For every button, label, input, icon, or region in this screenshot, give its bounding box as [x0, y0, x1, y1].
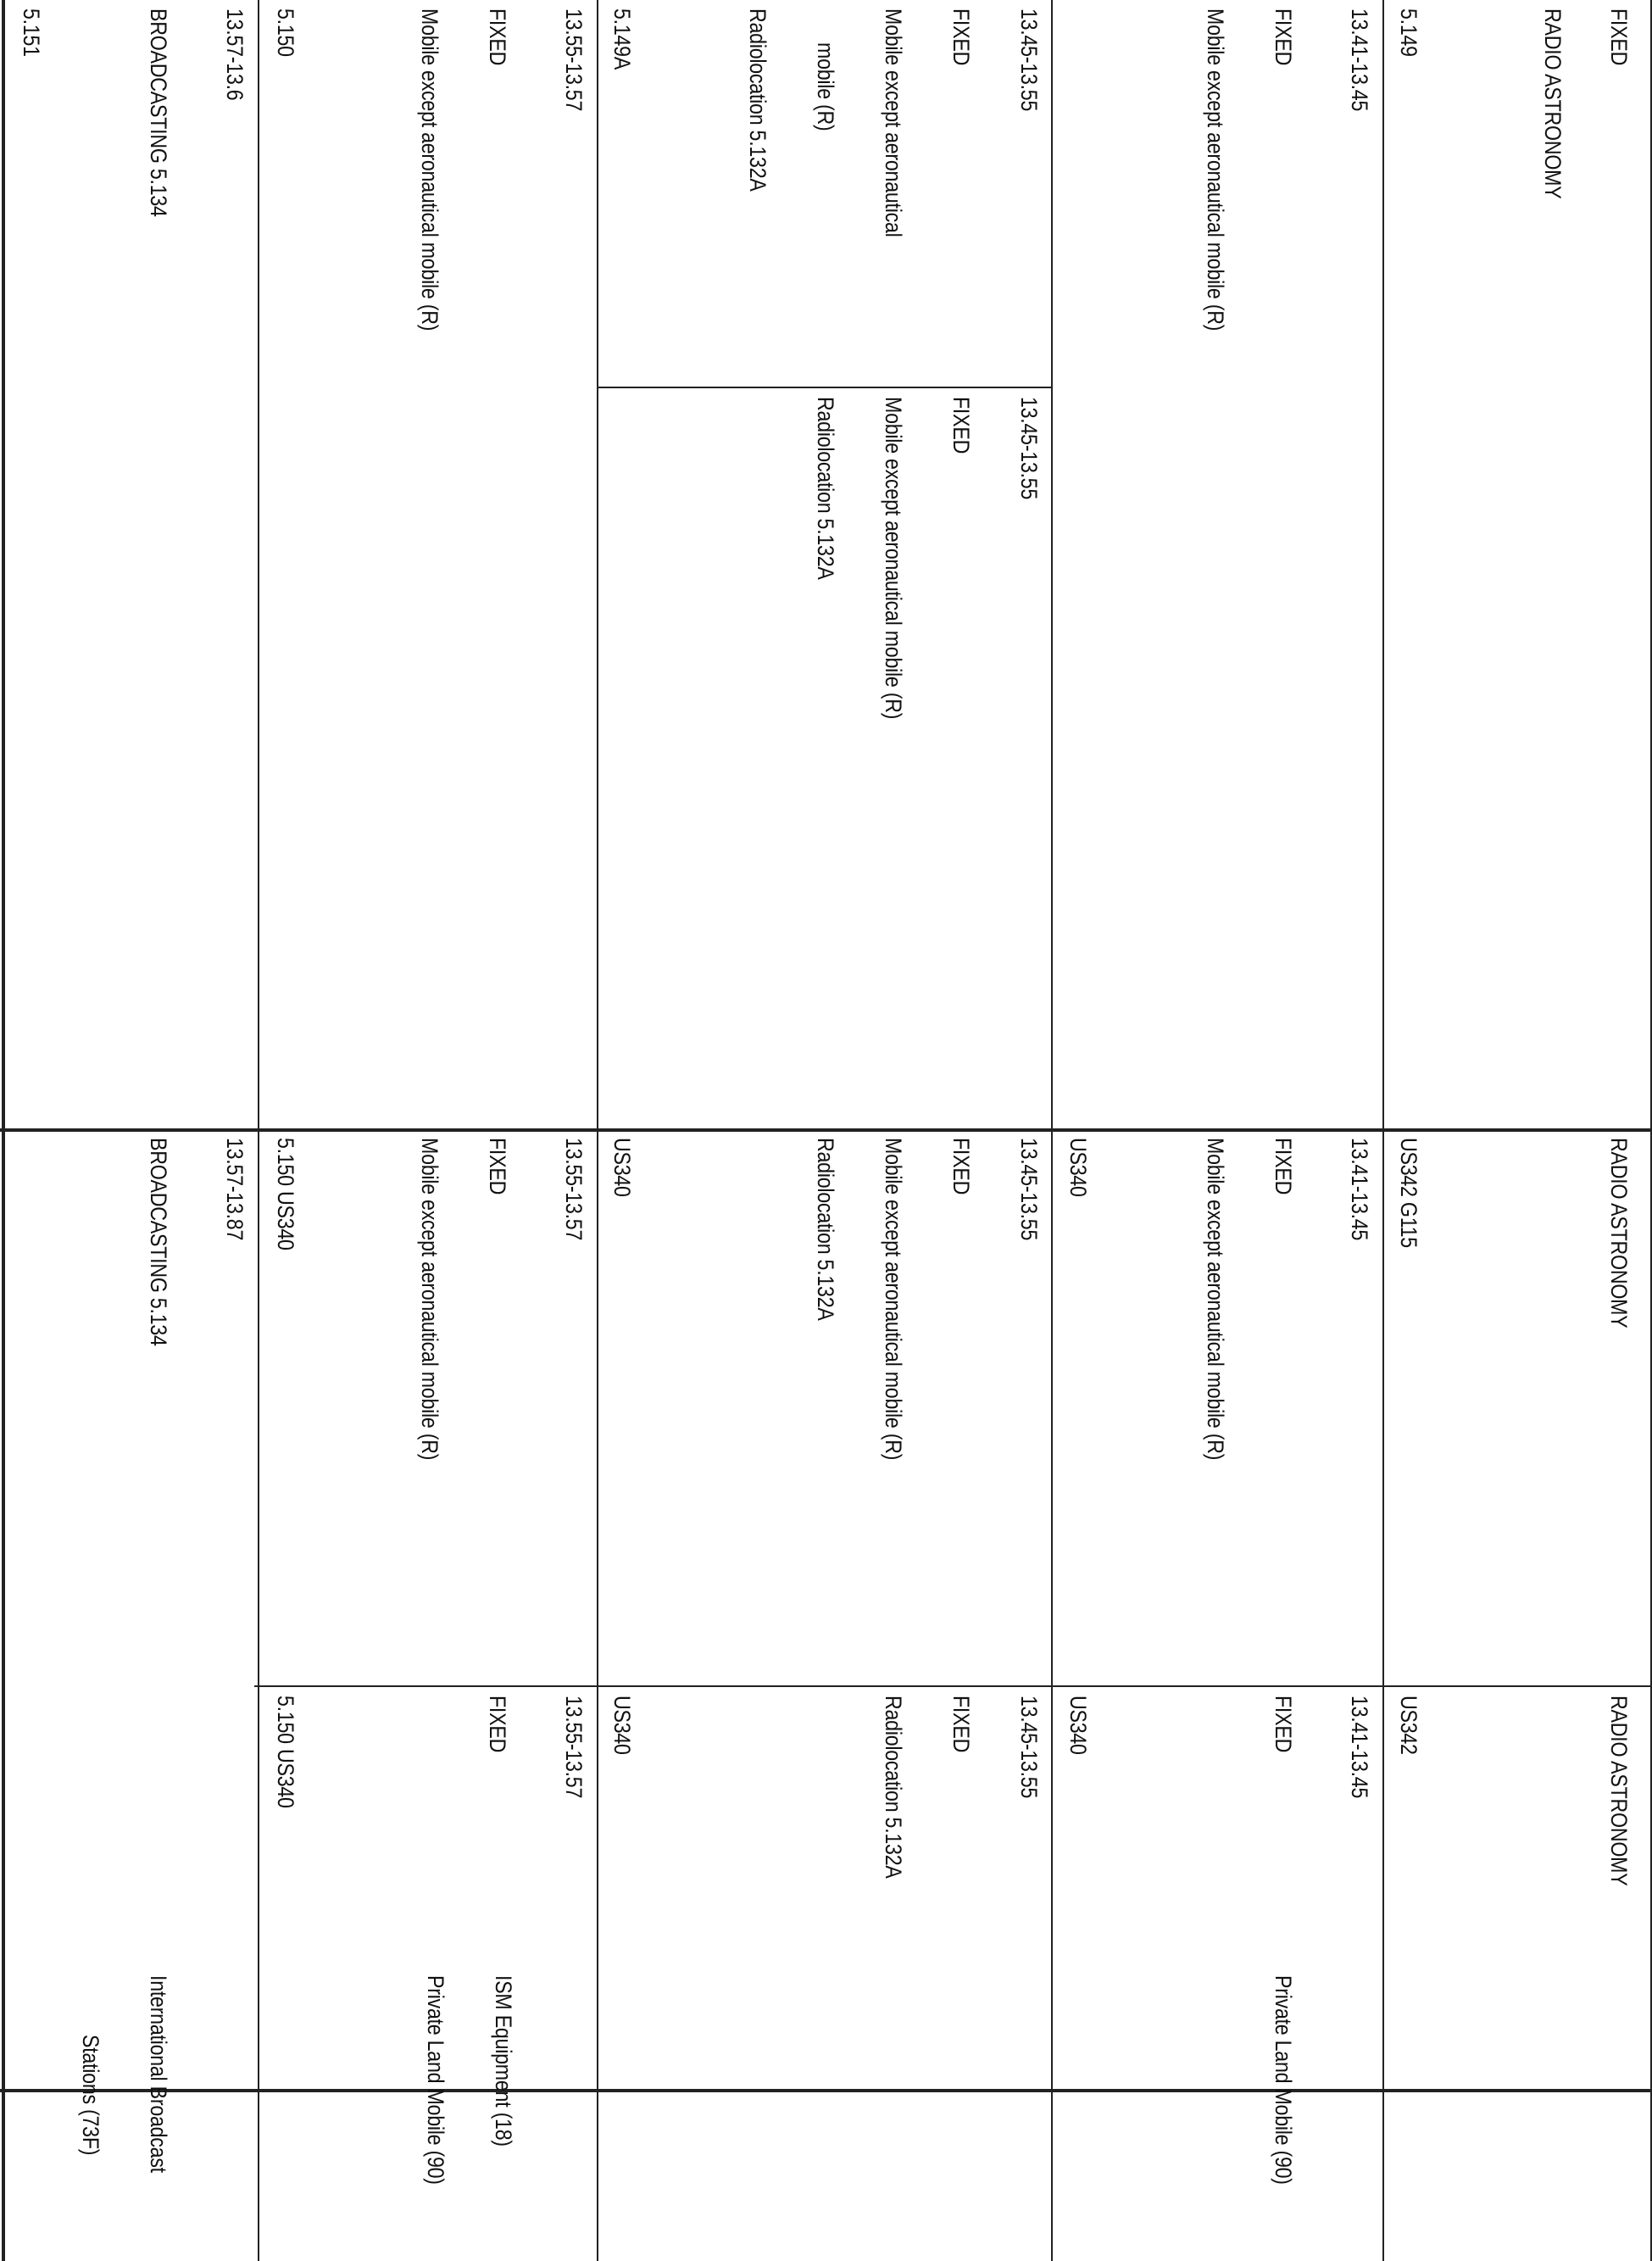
fcc-row1-footnote: US342 — [1396, 1696, 1421, 1755]
nonfed-row5-broadcasting: BROADCASTING 5.134 — [146, 1138, 171, 1346]
fcc-row3-band: 13.45-13.55 — [1016, 1696, 1042, 1799]
row-divider-2-right — [1051, 1868, 1053, 2261]
row-divider-2-left — [1051, 0, 1053, 1868]
row-divider-4-left — [258, 0, 259, 1134]
fed-row2-service-mobile: Mobile except aeronautical mobile (R) — [1203, 8, 1228, 331]
nonfed-row4-footnote: 5.150 US340 — [273, 1138, 298, 1250]
fed-row4-band: 13.55-13.57 — [561, 8, 587, 112]
nonfed-row3-band: 13.45-13.55 — [1016, 1138, 1042, 1241]
fcc-row4-fixed: FIXED — [485, 1696, 510, 1753]
nonfed-row4-band: 13.55-13.57 — [561, 1138, 587, 1241]
fed-row1-service-fixed: FIXED — [1606, 8, 1632, 66]
rule-private-land-mobile-2: Private Land Mobile (90) — [423, 1975, 448, 2185]
fed-row3-left-mobile-a: Mobile except aeronautical — [881, 8, 906, 237]
nonfed-row5-band: 13.57-13.87 — [222, 1138, 248, 1241]
fed-sub-bottom — [597, 0, 598, 387]
fed-row4-mobile: Mobile except aeronautical mobile (R) — [417, 8, 442, 331]
nonfed-row3-mobile: Mobile except aeronautical mobile (R) — [881, 1138, 906, 1461]
rule-private-land-mobile-1: Private Land Mobile (90) — [1271, 1975, 1296, 2185]
fed-row3-right-mobile: Mobile except aeronautical mobile (R) — [881, 397, 906, 720]
col-divider-nonfed-fcc — [254, 1685, 1652, 1687]
fcc-row3-fixed: FIXED — [948, 1696, 974, 1753]
fed-row5-footnote: 5.151 — [19, 8, 44, 57]
fed-row3-left-radiolocation: Radiolocation 5.132A — [745, 8, 770, 192]
fed-row3-left-footnote: 5.149A — [609, 8, 635, 70]
nonfed-row4-fixed: FIXED — [485, 1138, 510, 1195]
fcc-row1-radio-astronomy: RADIO ASTRONOMY — [1606, 1696, 1632, 1886]
fcc-row3-footnote: US340 — [609, 1696, 635, 1755]
nonfed-row1-footnote: US342 G115 — [1396, 1138, 1421, 1248]
fcc-row4-footnote: 5.150 US340 — [273, 1696, 298, 1808]
fed-row1-footnote: 5.149 — [1396, 8, 1421, 57]
fcc-row2-band: 13.41-13.45 — [1347, 1696, 1372, 1799]
fed-row2-service-fixed: FIXED — [1271, 8, 1296, 66]
fed-row3-right-band: 13.45-13.55 — [1016, 397, 1042, 500]
nonfed-row2-mobile: Mobile except aeronautical mobile (R) — [1203, 1138, 1228, 1461]
nonfed-row2-fixed: FIXED — [1271, 1138, 1296, 1195]
fed-row3-right-radiolocation: Radiolocation 5.132A — [813, 397, 838, 580]
fed-row3-right-fixed: FIXED — [948, 397, 974, 454]
fed-row5-broadcasting: BROADCASTING 5.134 — [146, 8, 171, 217]
nonfed-row2-band: 13.41-13.45 — [1347, 1138, 1372, 1241]
fed-row5-band: 13.57-13.6 — [222, 8, 248, 101]
nonfed-row3-fixed: FIXED — [948, 1138, 974, 1195]
col-divider-fed-nonfed — [0, 1128, 1652, 1132]
nonfed-row1-radio-astronomy: RADIO ASTRONOMY — [1606, 1138, 1632, 1328]
fed-row3-left-band: 13.45-13.55 — [1016, 8, 1042, 112]
fcc-row4-band: 13.55-13.57 — [561, 1696, 587, 1799]
nonfed-row4-mobile: Mobile except aeronautical mobile (R) — [417, 1138, 442, 1461]
fcc-row2-footnote: US340 — [1065, 1696, 1091, 1755]
fed-row4-footnote: 5.150 — [273, 8, 298, 57]
nonfed-row2-footnote: US340 — [1065, 1138, 1091, 1197]
fed-row3-left-mobile-b: mobile (R) — [813, 42, 838, 131]
fed-row4-fixed: FIXED — [485, 8, 510, 66]
rules-col-left — [0, 2089, 1652, 2091]
fed-row3-left-fixed: FIXED — [948, 8, 974, 66]
col-divider-fed-sub — [598, 387, 1053, 388]
nonfed-row3-footnote: US340 — [609, 1138, 635, 1197]
fed-row2-band: 13.41-13.45 — [1347, 8, 1372, 112]
rule-ism-equipment: ISM Equipment (18) — [491, 1975, 516, 2147]
fcc-row3-radiolocation: Radiolocation 5.132A — [881, 1696, 906, 1879]
rule-intl-broadcast-2: Stations (73F) — [78, 2035, 103, 2156]
fcc-row2-fixed: FIXED — [1271, 1696, 1296, 1753]
rule-intl-broadcast-1: International Broadcast — [146, 1975, 171, 2173]
fed-row1-service-radio-astronomy: RADIO ASTRONOMY — [1540, 8, 1566, 199]
nonfed-row3-radiolocation: Radiolocation 5.132A — [813, 1138, 838, 1321]
